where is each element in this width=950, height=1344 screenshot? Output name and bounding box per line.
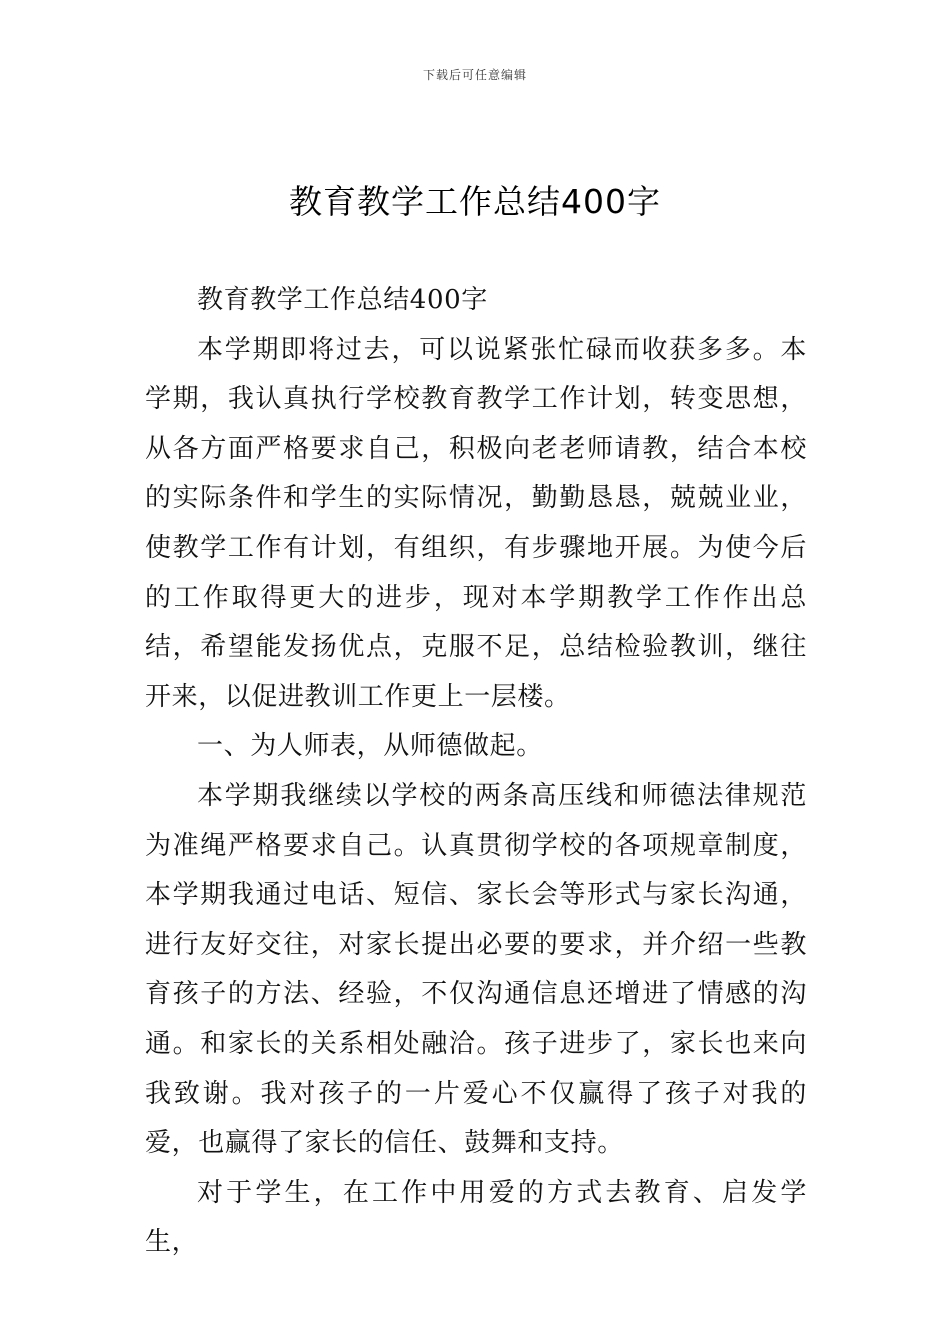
paragraph-students: 对于学生，在工作中用爱的方式去教育、启发学生， [145,1177,807,1258]
document-title: 教育教学工作总结400字 [289,182,661,221]
header-note: 下载后可任意编辑 [422,68,527,82]
document-body [145,276,807,1268]
paragraph-section-1: 本学期我继续以学校的两条高压线和师德法律规范为准绳严格要求自己。认真贯彻学校的各项规章制度，本学期我通过电话、短信、家长会等形式与家长沟通，进行友好交往，对家长提出必要的要求，并介绍一些教育孩子的方法、经验，不仅沟通信息还增进了情感的沟通。和家长的关系相处融洽。孩子进步了，家长也来向我致谢。我对孩子的一片爱心不仅赢得了孩子对我的爱，也赢得了家长的信任、鼓舞和支持。 [145,780,807,1159]
paragraph-subtitle: 教育教学工作总结400字 [197,285,488,315]
paragraph-intro: 本学期即将过去，可以说紧张忙碌而收获多多。本学期，我认真执行学校教育教学工作计划，转变思想，从各方面严格要求自己，积极向老老师请教，结合本校的实际条件和学生的实际情况，勤勤恳恳，兢兢业业，使教学工作有计划，有组织，有步骤地开展。为使今后的工作取得更大的进步，现对本学期教学工作作出总结，希望能发扬优点，克服不足，总结检验教训，继往开来，以促进教训工作更上一层楼。 [145,334,807,712]
section-heading-1: 一、为人师表，从师德做起。 [197,731,543,762]
